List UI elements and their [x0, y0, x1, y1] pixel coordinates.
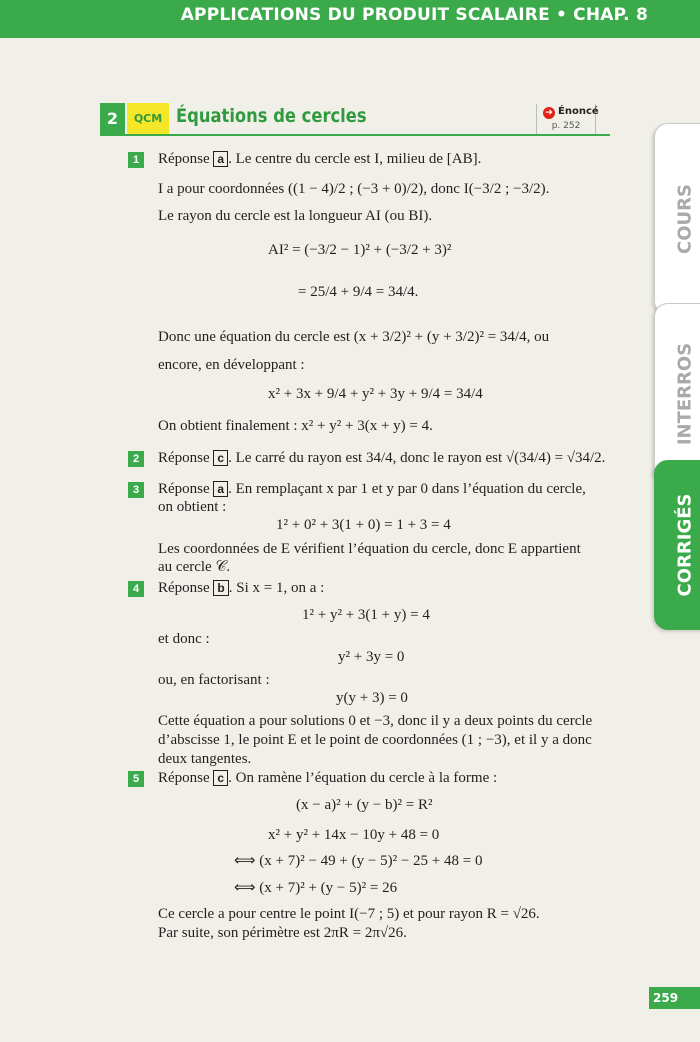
answer-choice-box: c	[213, 450, 228, 466]
formula-line: 1² + y² + 3(1 + y) = 4	[302, 607, 430, 623]
answer-number: 2	[128, 451, 144, 467]
answer-number: 3	[128, 482, 144, 498]
answer-choice-box: a	[213, 151, 228, 167]
answer-choice-box: a	[213, 481, 228, 497]
formula-line: y(y + 3) = 0	[336, 690, 408, 706]
answer-line: d’abscisse 1, le point E et le point de coordonnées (1 ; −3), et il y a donc	[158, 732, 592, 748]
answer-line: deux tangentes.	[158, 751, 252, 767]
tab-interros[interactable]: INTERROS	[654, 303, 700, 485]
arrow-icon: ➔	[543, 107, 555, 119]
formula-line: (x − a)² + (y − b)² = R²	[296, 797, 433, 813]
section-title: Équations de cercles	[176, 105, 367, 127]
formula-line: ⟺ (x + 7)² + (y − 5)² = 26	[234, 880, 398, 896]
answer-line: encore, en développant :	[158, 357, 305, 373]
header-bar	[0, 0, 700, 38]
answer-line: Réponse c . On ramène l’équation du cercle à la forme :	[158, 770, 498, 786]
answer-line: Par suite, son périmètre est 2πR = 2π√26.	[158, 925, 407, 941]
answer-line: ou, en factorisant :	[158, 672, 270, 688]
section-number: 2	[100, 103, 125, 135]
answer-line: Réponse a . En remplaçant x par 1 et y par 0 dans l’équation du cercle,	[158, 481, 586, 497]
answer-number: 1	[128, 152, 144, 168]
answer-line: Réponse a . Le centre du cercle est I, milieu de [AB].	[158, 151, 482, 167]
tab-cours[interactable]: COURS	[654, 123, 700, 315]
answer-line: Cette équation a pour solutions 0 et −3, donc il y a deux points du cercle	[158, 713, 593, 729]
page-number: 259	[649, 987, 700, 1009]
tab-corriges[interactable]: CORRIGÉS	[654, 460, 700, 630]
formula-line: = 25/4 + 9/4 = 34/4.	[298, 284, 419, 300]
answer-line: I a pour coordonnées ((1 − 4)/2 ; (−3 + 0)/2), donc I(−3/2 ; −3/2).	[158, 181, 550, 197]
answer-line: Ce cercle a pour centre le point I(−7 ; 5) et pour rayon R = √26.	[158, 906, 540, 922]
section-divider	[100, 134, 610, 136]
answer-line: On obtient finalement : x² + y² + 3(x + y) = 4.	[158, 418, 433, 434]
answer-line: Les coordonnées de E vérifient l’équation du cercle, donc E appartient	[158, 541, 581, 557]
formula-line: y² + 3y = 0	[338, 649, 405, 665]
answer-choice-box: c	[213, 770, 228, 786]
formula-line: x² + 3x + 9/4 + y² + 3y + 9/4 = 34/4	[268, 386, 483, 402]
answer-line: au cercle 𝒞.	[158, 559, 231, 575]
formula-line: x² + y² + 14x − 10y + 48 = 0	[268, 827, 440, 843]
header-title: APPLICATIONS DU PRODUIT SCALAIRE • CHAP. 8	[180, 5, 648, 25]
formula-line: ⟺ (x + 7)² − 49 + (y − 5)² − 25 + 48 = 0	[234, 853, 483, 869]
answer-line: on obtient :	[158, 499, 227, 515]
answer-choice-box: b	[213, 580, 228, 596]
formula-line: 1² + 0² + 3(1 + 0) = 1 + 3 = 4	[276, 517, 451, 533]
answer-line: Le rayon du cercle est la longueur AI (ou BI).	[158, 208, 433, 224]
answer-line: Réponse b . Si x = 1, on a :	[158, 580, 325, 596]
enonce-label: Énoncé	[558, 106, 599, 117]
answer-number: 4	[128, 581, 144, 597]
enonce-link[interactable]	[536, 104, 599, 134]
answer-line: Réponse c . Le carré du rayon est 34/4, donc le rayon est √(34/4) = √34/2.	[158, 450, 606, 466]
answer-line: Donc une équation du cercle est (x + 3/2)² + (y + 3/2)² = 34/4, ou	[158, 329, 550, 345]
enonce-page: p. 252	[551, 121, 581, 131]
answer-number: 5	[128, 771, 144, 787]
formula-line: AI² = (−3/2 − 1)² + (−3/2 + 3)²	[268, 242, 452, 258]
answer-line: et donc :	[158, 631, 210, 647]
qcm-badge: QCM	[127, 103, 169, 135]
